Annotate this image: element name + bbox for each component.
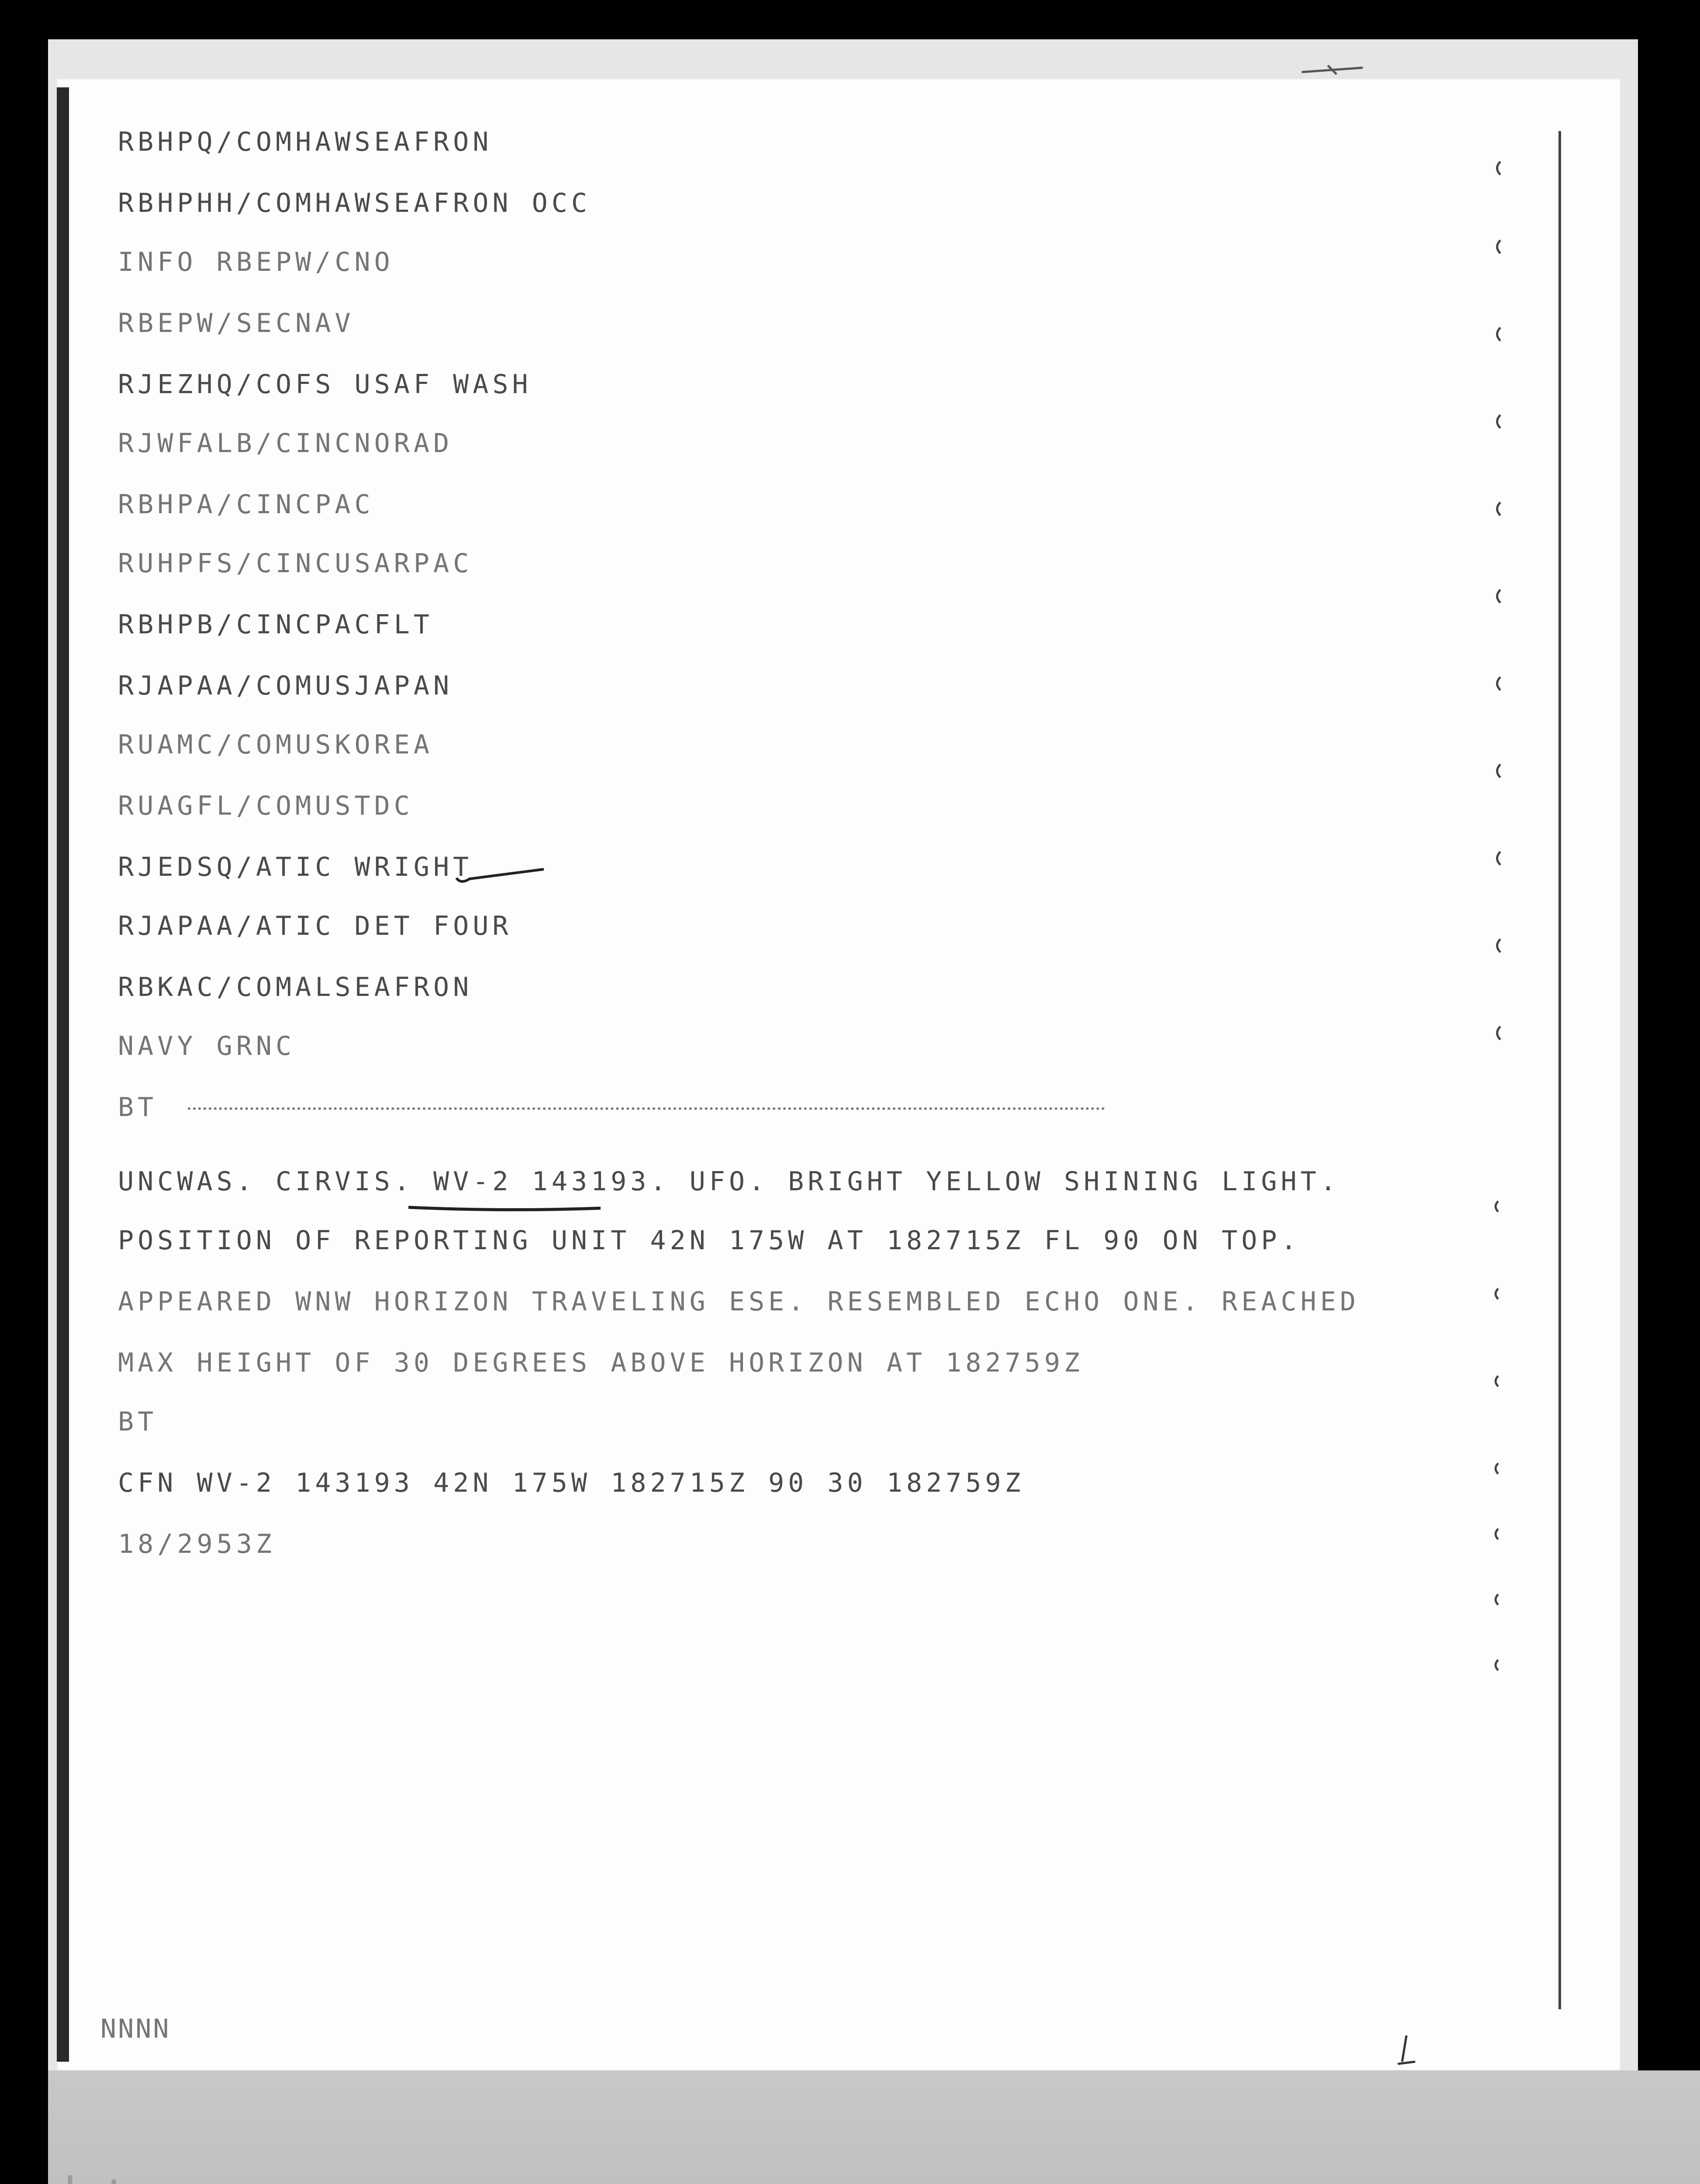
message-body-line: POSITION OF REPORTING UNIT 42N 175W AT 182715Z FL 90 ON TOP. bbox=[118, 1225, 1301, 1256]
break-marker: BT bbox=[118, 1092, 158, 1123]
end-marker: NNNN bbox=[100, 2014, 171, 2044]
margin-tick-marks bbox=[1476, 153, 1511, 1769]
routing-line: RBHPA/CINCPAC bbox=[118, 489, 374, 520]
message-body-line: APPEARED WNW HORIZON TRAVELING ESE. RESEMBLED ECHO ONE. REACHED bbox=[118, 1286, 1360, 1317]
break-marker: BT bbox=[118, 1406, 158, 1437]
margin-rule bbox=[1558, 131, 1561, 2009]
date-time-group: 18/2953Z bbox=[118, 1529, 276, 1559]
routing-line: RUAMC/COMUSKOREA bbox=[118, 729, 433, 760]
top-pencil-mark bbox=[1297, 61, 1367, 79]
routing-line: RUAGFL/COMUSTDC bbox=[118, 791, 414, 821]
routing-line: RBHPHH/COMHAWSEAFRON OCC bbox=[118, 188, 591, 218]
handwritten-underline bbox=[406, 1206, 603, 1212]
routing-line: RJAPAA/ATIC DET FOUR bbox=[118, 911, 512, 941]
routing-line: RUHPFS/CINCUSARPAC bbox=[118, 548, 473, 579]
routing-line: INFO RBEPW/CNO bbox=[118, 247, 394, 277]
routing-line: RBEPW/SECNAV bbox=[118, 308, 355, 339]
corner-pencil-mark bbox=[1393, 2031, 1420, 2066]
routing-line: RJWFALB/CINCNORAD bbox=[118, 428, 453, 459]
routing-line: RBKAC/COMALSEAFRON bbox=[118, 972, 473, 1002]
routing-line: RJEZHQ/COFS USAF WASH bbox=[118, 369, 532, 400]
teletype-page bbox=[57, 79, 1621, 2070]
handwritten-check-mark bbox=[452, 860, 548, 887]
routing-line: NAVY GRNC bbox=[118, 1031, 296, 1061]
separator-rule bbox=[188, 1107, 1105, 1112]
routing-line: RBHPQ/COMHAWSEAFRON bbox=[118, 127, 493, 157]
routing-line: RBHPB/CINCPACFLT bbox=[118, 609, 433, 640]
routing-line: RJAPAA/COMUSJAPAN bbox=[118, 670, 453, 701]
scan-bottom-band bbox=[48, 2070, 1700, 2184]
routing-line: RJEDSQ/ATIC WRIGHT bbox=[118, 852, 473, 882]
message-body-line: MAX HEIGHT OF 30 DEGREES ABOVE HORIZON AT 182759Z bbox=[118, 1348, 1084, 1378]
scan-left-edge bbox=[57, 87, 69, 2062]
scan-smudge-marks bbox=[52, 2167, 227, 2184]
message-body-line: UNCWAS. CIRVIS. WV-2 143193. UFO. BRIGHT YELLOW SHINING LIGHT. bbox=[118, 1166, 1340, 1197]
confirmation-line: CFN WV-2 143193 42N 175W 182715Z 90 30 182759Z bbox=[118, 1468, 1025, 1498]
